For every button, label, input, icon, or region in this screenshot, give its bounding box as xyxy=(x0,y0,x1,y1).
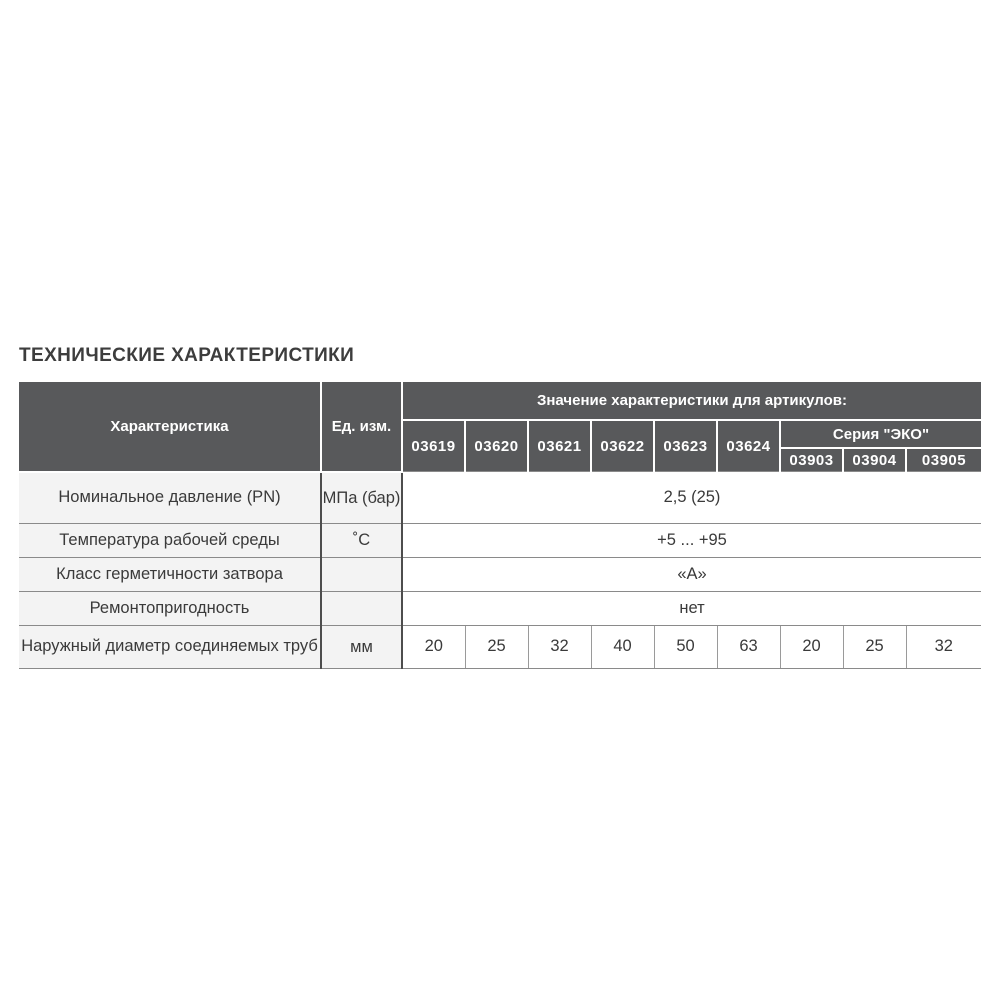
row-value: 32 xyxy=(906,625,981,668)
row-name: Класс герметичности затвора xyxy=(19,557,321,591)
table-title: ТЕХНИЧЕСКИЕ ХАРАКТЕРИСТИКИ xyxy=(19,345,355,366)
row-value: 25 xyxy=(465,625,528,668)
row-value: 2,5 (25) xyxy=(402,472,981,524)
row-value: 63 xyxy=(717,625,780,668)
table-row xyxy=(19,557,981,591)
row-unit xyxy=(321,557,402,591)
header-code: 03622 xyxy=(591,420,654,472)
row-name: Наружный диаметр соединяемых труб xyxy=(19,625,321,668)
header-code: 03619 xyxy=(402,420,465,472)
row-unit xyxy=(321,591,402,625)
row-unit: ˚С xyxy=(321,523,402,557)
table-row xyxy=(19,625,981,668)
table-row xyxy=(19,472,981,524)
header-code: 03621 xyxy=(528,420,591,472)
header-eco-code: 03904 xyxy=(843,448,906,472)
row-value: 20 xyxy=(780,625,843,668)
header-values-title: Значение характеристики для артикулов: xyxy=(402,382,981,420)
row-name: Ремонтопригодность xyxy=(19,591,321,625)
header-characteristic: Характеристика xyxy=(19,382,321,472)
row-value: «А» xyxy=(402,557,981,591)
row-value: 32 xyxy=(528,625,591,668)
row-name: Температура рабочей среды xyxy=(19,523,321,557)
row-unit: МПа (бар) xyxy=(321,472,402,524)
table-row xyxy=(19,591,981,625)
header-eco-code: 03905 xyxy=(906,448,981,472)
row-unit: мм xyxy=(321,625,402,668)
row-name: Номинальное давление (PN) xyxy=(19,472,321,524)
row-value: +5 ... +95 xyxy=(402,523,981,557)
header-eco-code: 03903 xyxy=(780,448,843,472)
header-series-eco: Серия "ЭКО" xyxy=(780,420,981,448)
header-code: 03624 xyxy=(717,420,780,472)
header-code: 03623 xyxy=(654,420,717,472)
specifications-table xyxy=(19,382,981,669)
header-code: 03620 xyxy=(465,420,528,472)
row-value: нет xyxy=(402,591,981,625)
row-value: 50 xyxy=(654,625,717,668)
header-unit: Ед. изм. xyxy=(321,382,402,472)
row-value: 40 xyxy=(591,625,654,668)
row-value: 20 xyxy=(402,625,465,668)
table-row xyxy=(19,523,981,557)
row-value: 25 xyxy=(843,625,906,668)
